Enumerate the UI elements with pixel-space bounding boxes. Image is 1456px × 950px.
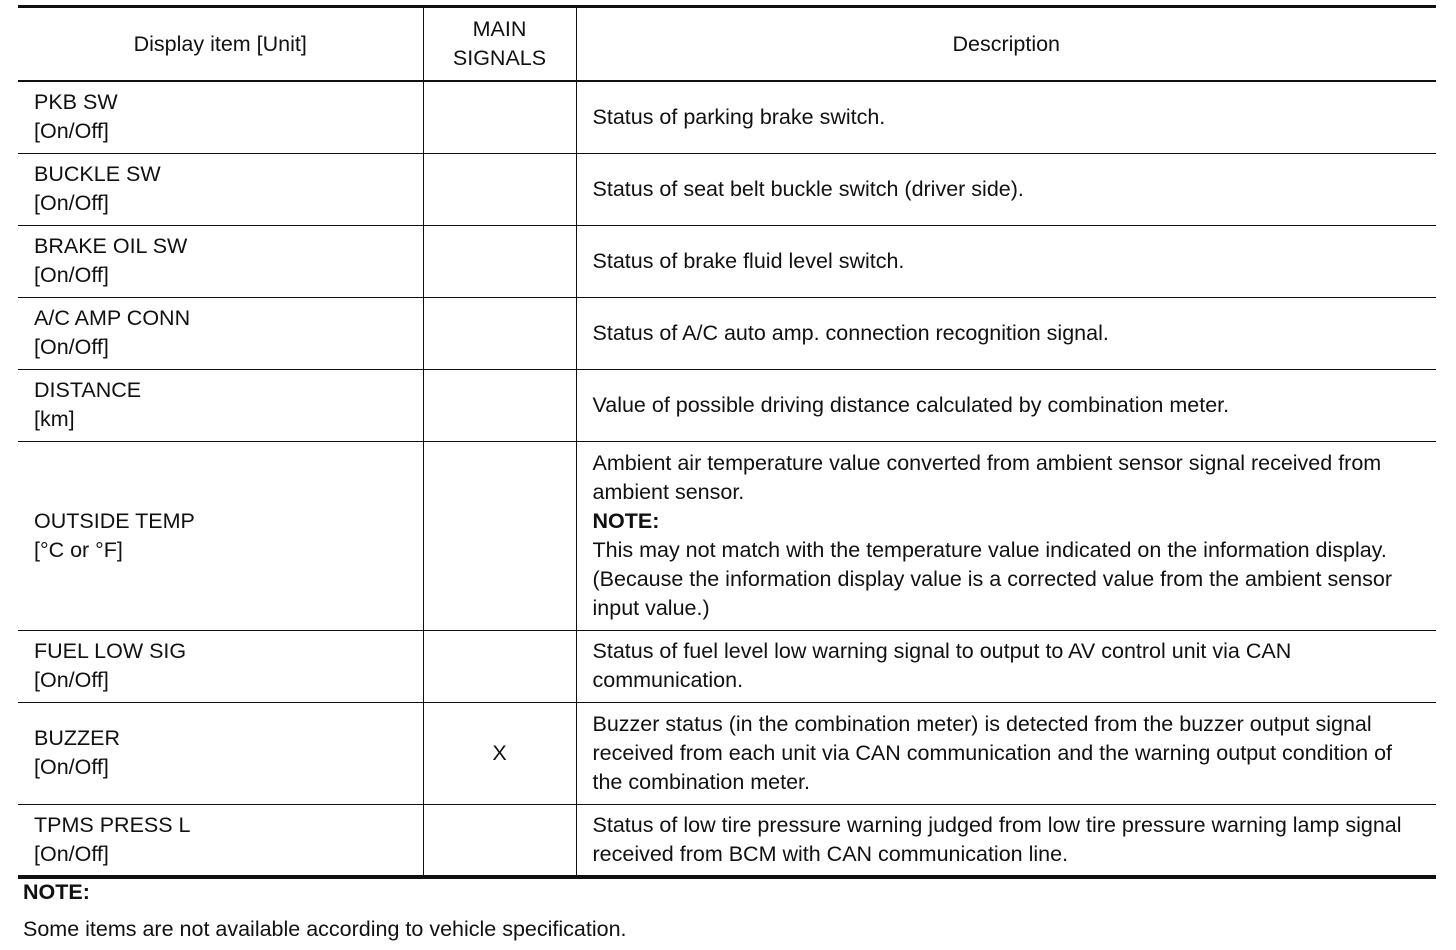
main-signal-cell bbox=[423, 804, 576, 877]
main-signal-cell bbox=[423, 369, 576, 441]
description-text: Ambient air temperature value converted from ambient sensor signal received from ambient sensor. bbox=[592, 450, 1382, 504]
main-signal-cell bbox=[423, 441, 576, 630]
item-cell bbox=[18, 804, 423, 877]
table-row bbox=[18, 225, 1436, 297]
item-name: TPMS PRESS L bbox=[34, 812, 191, 837]
item-name: BUCKLE SW bbox=[34, 162, 161, 186]
footnote-text: Some items are not available according to vehicle specification. bbox=[23, 917, 627, 941]
item-unit: [km] bbox=[34, 407, 75, 431]
item-cell bbox=[18, 702, 423, 804]
item-cell bbox=[18, 630, 423, 702]
item-cell bbox=[18, 441, 423, 630]
item-name: DISTANCE bbox=[34, 378, 142, 402]
description-cell: Status of low tire pressure warning judged from low tire pressure warning lamp signal received from BCM with CAN communication line. bbox=[576, 804, 1436, 877]
item-name: BRAKE OIL SW bbox=[34, 234, 188, 258]
header-main-signals bbox=[423, 7, 576, 82]
item-unit: [On/Off] bbox=[34, 668, 109, 692]
description-cell: Status of brake fluid level switch. bbox=[576, 225, 1436, 297]
table-row bbox=[18, 297, 1436, 369]
footnote bbox=[23, 878, 627, 944]
main-signal-cell: X bbox=[423, 702, 576, 804]
table-row bbox=[18, 630, 1436, 702]
item-unit: [On/Off] bbox=[34, 755, 109, 779]
main-signal-cell bbox=[423, 225, 576, 297]
table-header-row bbox=[18, 7, 1436, 82]
data-monitor-table-container bbox=[18, 5, 1436, 879]
item-unit: [On/Off] bbox=[34, 191, 109, 215]
table-row bbox=[18, 81, 1436, 153]
description-note-text: This may not match with the temperature value indicated on the information display. (Because the information display value is a corrected value from the ambient sensor input value.) bbox=[592, 537, 1392, 620]
description-cell bbox=[576, 441, 1436, 630]
main-signal-cell bbox=[423, 153, 576, 225]
item-unit: [On/Off] bbox=[34, 119, 109, 144]
main-signal-cell bbox=[423, 81, 576, 153]
item-cell bbox=[18, 81, 423, 153]
item-cell bbox=[18, 297, 423, 369]
item-unit: [On/Off] bbox=[34, 335, 109, 359]
table-row bbox=[18, 441, 1436, 630]
item-name: A/C AMP CONN bbox=[34, 306, 191, 330]
description-note-label: NOTE: bbox=[592, 508, 660, 533]
item-name: OUTSIDE TEMP bbox=[34, 508, 195, 533]
item-name: BUZZER bbox=[34, 726, 120, 750]
table-row bbox=[18, 153, 1436, 225]
table-row bbox=[18, 804, 1436, 877]
item-cell bbox=[18, 225, 423, 297]
item-unit: [On/Off] bbox=[34, 841, 109, 866]
description-cell: Buzzer status (in the combination meter) is detected from the buzzer output signal received from each unit via CAN communication and the warning output condition of the combination meter. bbox=[576, 702, 1436, 804]
item-cell bbox=[18, 369, 423, 441]
item-unit: [°C or °F] bbox=[34, 537, 123, 562]
item-unit: [On/Off] bbox=[34, 263, 109, 287]
main-signal-cell bbox=[423, 297, 576, 369]
header-display-item: Display item [Unit] bbox=[18, 7, 423, 82]
table-row bbox=[18, 702, 1436, 804]
item-name: PKB SW bbox=[34, 90, 118, 115]
main-signal-cell bbox=[423, 630, 576, 702]
description-cell: Status of A/C auto amp. connection recognition signal. bbox=[576, 297, 1436, 369]
description-cell: Value of possible driving distance calculated by combination meter. bbox=[576, 369, 1436, 441]
description-cell: Status of parking brake switch. bbox=[576, 81, 1436, 153]
item-name: FUEL LOW SIG bbox=[34, 639, 187, 663]
description-cell: Status of seat belt buckle switch (driver side). bbox=[576, 153, 1436, 225]
table-row bbox=[18, 369, 1436, 441]
item-cell bbox=[18, 153, 423, 225]
footnote-title: NOTE: bbox=[23, 880, 90, 904]
header-main-signals-line1: MAIN bbox=[472, 17, 527, 41]
header-main-signals-line2: SIGNALS bbox=[452, 46, 547, 70]
description-cell: Status of fuel level low warning signal to output to AV control unit via CAN communication. bbox=[576, 630, 1436, 702]
data-monitor-table bbox=[18, 5, 1436, 879]
header-description: Description bbox=[576, 7, 1436, 82]
